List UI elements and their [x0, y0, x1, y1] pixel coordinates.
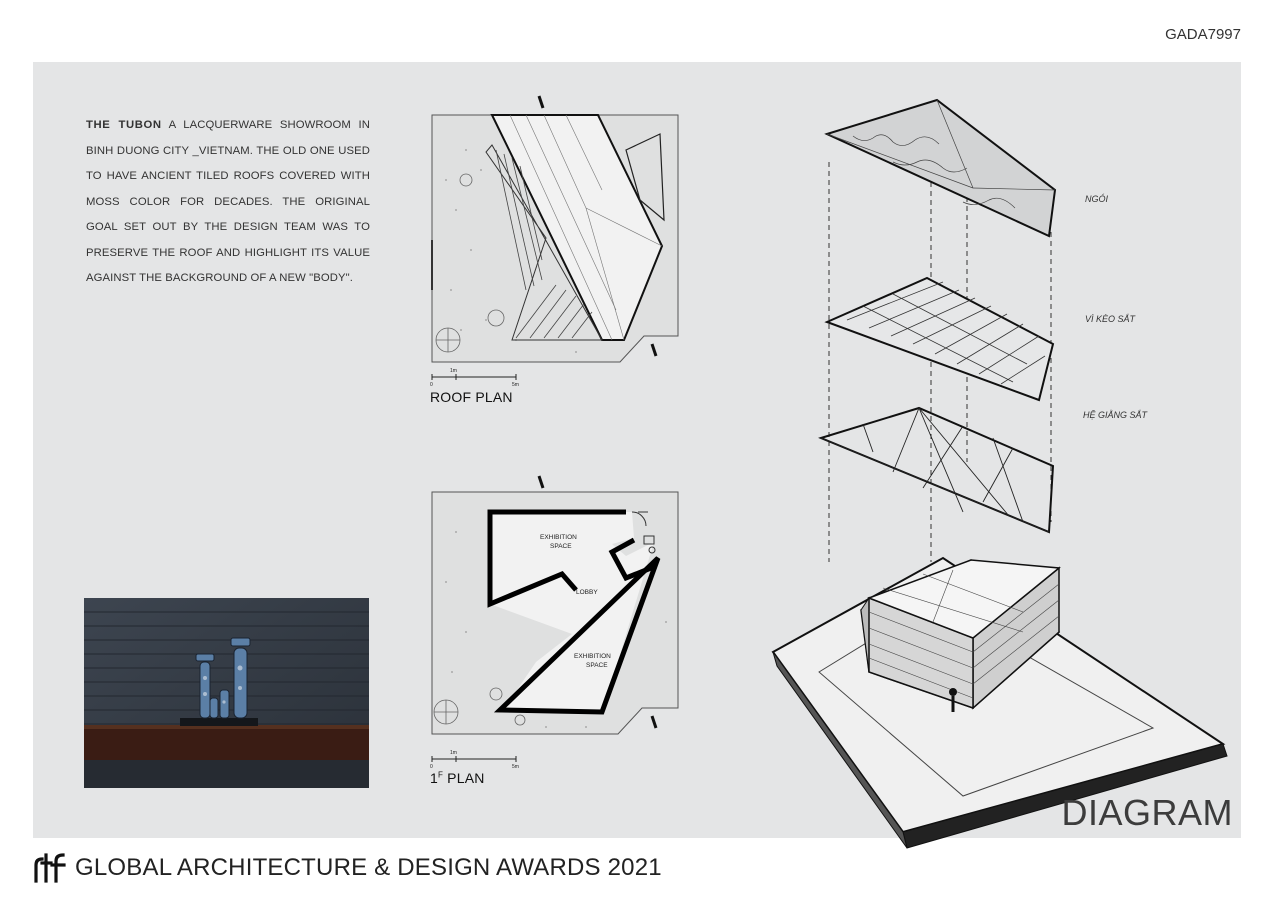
lacquerware-photo — [84, 598, 369, 788]
roof-scale-one: 1m — [450, 368, 457, 374]
first-floor-plan-drawing — [426, 472, 686, 772]
note-steel-truss: VÌ KÈO SẮT — [1085, 314, 1136, 324]
diagram-title: DIAGRAM — [1061, 792, 1233, 833]
roof-plan-drawing — [426, 90, 686, 388]
project-code: GADA7997 — [1165, 26, 1241, 43]
roof-plan-label: ROOF PLAN — [430, 389, 513, 405]
first-scale-five: 5m — [512, 764, 519, 770]
first-plan-label-sup: F — [438, 770, 444, 780]
note-steel-bracing: HỆ GIẰNG SẮT — [1083, 410, 1148, 420]
first-floor-plan-label — [430, 770, 485, 786]
footer-award-title: GLOBAL ARCHITECTURE & DESIGN AWARDS 2021 — [75, 854, 662, 881]
note-roof-tiles: NGÓI — [1085, 194, 1109, 204]
presentation-board — [33, 62, 1241, 838]
footer — [33, 850, 662, 886]
roof-scale-zero: 0 — [430, 382, 433, 388]
first-scale-zero: 0 — [430, 764, 433, 770]
project-description — [86, 113, 370, 292]
first-plan-label-number: 1 — [430, 770, 438, 786]
room-exhibition-bottom-line1: EXHIBITION — [574, 653, 611, 660]
first-plan-label-text: PLAN — [443, 770, 485, 786]
room-exhibition-bottom-line2: SPACE — [586, 662, 608, 669]
project-description-body: A LACQUERWARE SHOWROOM IN BINH DUONG CITY _VIETNAM. THE OLD ONE USED TO HAVE ANCIENT TILED ROOFS COVERED WITH MOSS COLOR FOR DECADES. THE ORIGINAL GOAL SET OUT BY THE DESIGN TEAM WAS TO PRESERVE THE ROOF AND HIGHLIGHT ITS VALUE AGAINST THE BACKGROUND OF A NEW "BODY". — [86, 119, 371, 284]
roof-scale-five: 5m — [512, 382, 519, 388]
rtf-logo — [33, 853, 67, 883]
project-title: THE TUBON — [86, 119, 162, 131]
first-scale-one: 1m — [450, 750, 457, 756]
exploded-axonometric-sketch — [723, 92, 1233, 822]
room-exhibition-top-line1: EXHIBITION — [540, 534, 577, 541]
room-lobby: LOBBY — [576, 589, 598, 596]
room-exhibition-top-line2: SPACE — [550, 543, 572, 550]
